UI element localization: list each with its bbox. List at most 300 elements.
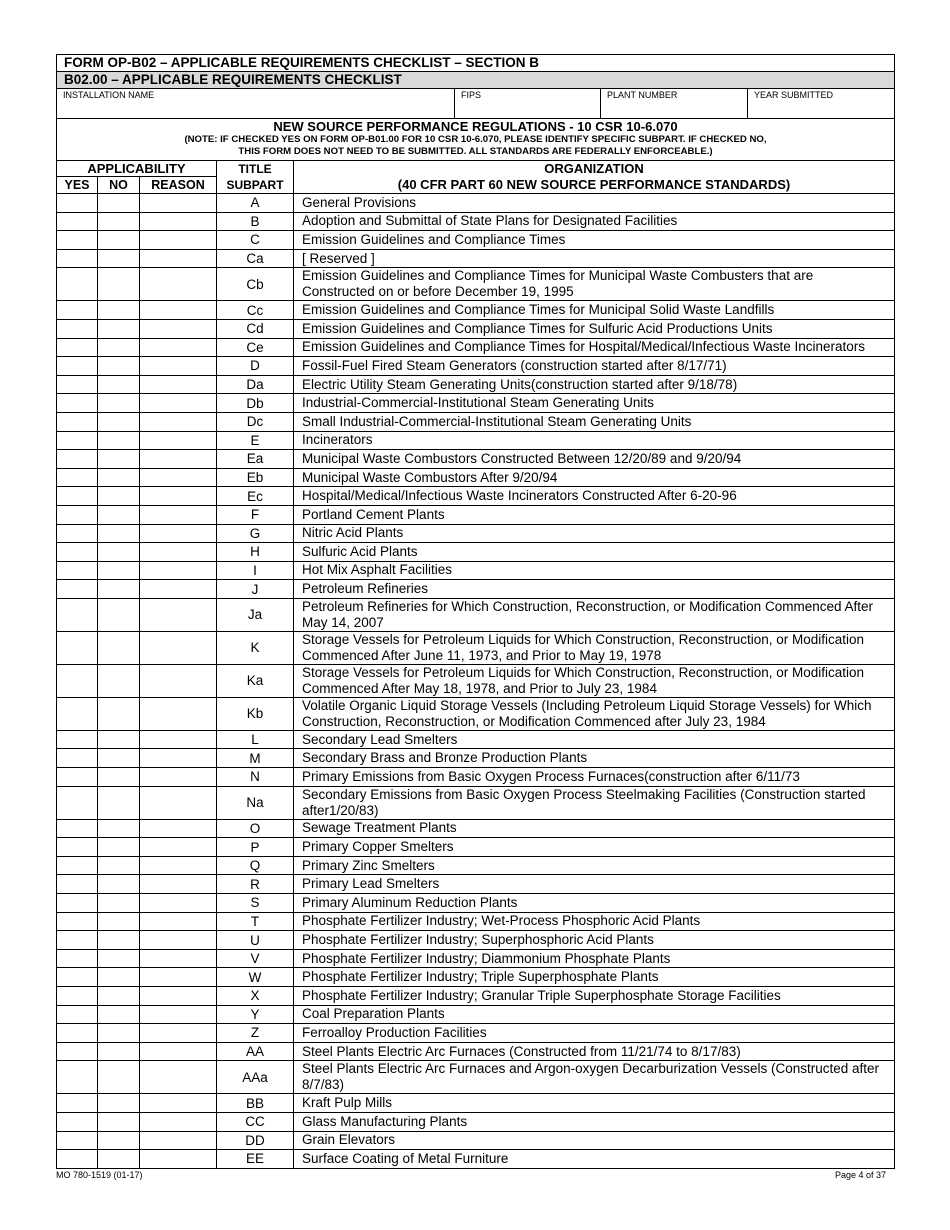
subpart-code: E xyxy=(217,431,294,450)
no-cell[interactable] xyxy=(98,450,140,469)
reason-header: REASON xyxy=(140,177,217,194)
yes-cell[interactable] xyxy=(57,249,98,268)
subpart-code: H xyxy=(217,543,294,562)
reason-cell[interactable] xyxy=(140,819,217,838)
subpart-description: Primary Lead Smelters xyxy=(294,875,895,894)
subpart-description: Emission Guidelines and Compliance Times xyxy=(294,231,895,250)
yes-cell[interactable] xyxy=(57,1094,98,1113)
subpart-code: D xyxy=(217,357,294,376)
table-row xyxy=(57,912,895,931)
subpart-code: M xyxy=(217,749,294,768)
subpart-description: Phosphate Fertilizer Industry; Diammonium Phosphate Plants xyxy=(294,949,895,968)
table-row xyxy=(57,631,895,664)
no-cell[interactable] xyxy=(98,319,140,338)
yes-cell[interactable] xyxy=(57,819,98,838)
yes-cell[interactable] xyxy=(57,431,98,450)
subpart-code: S xyxy=(217,894,294,913)
subpart-code: CC xyxy=(217,1112,294,1131)
table-row xyxy=(57,394,895,413)
subpart-code: R xyxy=(217,875,294,894)
subpart-code: V xyxy=(217,949,294,968)
yes-cell[interactable] xyxy=(57,912,98,931)
organization-header-line2: (40 CFR PART 60 NEW SOURCE PERFORMANCE STANDARDS) xyxy=(397,177,791,192)
table-row xyxy=(57,357,895,376)
no-cell[interactable] xyxy=(98,968,140,987)
table-row xyxy=(57,1061,895,1094)
reason-cell[interactable] xyxy=(140,1024,217,1043)
table-row xyxy=(57,786,895,819)
reason-cell[interactable] xyxy=(140,749,217,768)
subpart-code: Ja xyxy=(217,598,294,631)
reason-cell[interactable] xyxy=(140,631,217,664)
no-cell[interactable] xyxy=(98,268,140,301)
table-row xyxy=(57,301,895,320)
reason-cell[interactable] xyxy=(140,875,217,894)
yes-cell[interactable] xyxy=(57,968,98,987)
applicability-header: APPLICABILITY xyxy=(57,161,217,177)
yes-cell[interactable] xyxy=(57,450,98,469)
no-cell[interactable] xyxy=(98,249,140,268)
subpart-description: Surface Coating of Metal Furniture xyxy=(294,1150,895,1169)
reason-cell[interactable] xyxy=(140,838,217,857)
yes-cell[interactable] xyxy=(57,749,98,768)
no-cell[interactable] xyxy=(98,838,140,857)
table-row xyxy=(57,524,895,543)
reason-cell[interactable] xyxy=(140,730,217,749)
year-submitted-field[interactable] xyxy=(748,89,895,119)
table-row xyxy=(57,505,895,524)
subpart-code: Cc xyxy=(217,301,294,320)
table-row xyxy=(57,268,895,301)
subpart-code: Ce xyxy=(217,338,294,357)
subpart-description: General Provisions xyxy=(294,194,895,213)
no-cell[interactable] xyxy=(98,394,140,413)
page-number: Page 4 of 37 xyxy=(834,1170,886,1180)
reason-cell[interactable] xyxy=(140,1131,217,1150)
subpart-code: EE xyxy=(217,1150,294,1169)
reason-cell[interactable] xyxy=(140,949,217,968)
subpart-description: Phosphate Fertilizer Industry; Granular Triple Superphosphate Storage Facilities xyxy=(294,987,895,1006)
reason-cell[interactable] xyxy=(140,598,217,631)
yes-cell[interactable] xyxy=(57,375,98,394)
form-page xyxy=(56,54,894,1169)
subpart-description: Primary Aluminum Reduction Plants xyxy=(294,894,895,913)
organization-header-line1: ORGANIZATION xyxy=(544,161,644,176)
subpart-code: Q xyxy=(217,856,294,875)
subpart-description: Coal Preparation Plants xyxy=(294,1005,895,1024)
subpart-code: Cd xyxy=(217,319,294,338)
subpart-code: L xyxy=(217,730,294,749)
subpart-code: F xyxy=(217,505,294,524)
reason-cell[interactable] xyxy=(140,987,217,1006)
reason-cell[interactable] xyxy=(140,431,217,450)
subpart-code: U xyxy=(217,931,294,950)
subpart-code: Na xyxy=(217,786,294,819)
table-row xyxy=(57,1150,895,1169)
subpart-code: Eb xyxy=(217,468,294,487)
subpart-code: G xyxy=(217,524,294,543)
reason-cell[interactable] xyxy=(140,212,217,231)
section-title: B02.00 – APPLICABLE REQUIREMENTS CHECKLIST xyxy=(57,72,895,89)
yes-cell[interactable] xyxy=(57,338,98,357)
yes-cell[interactable] xyxy=(57,231,98,250)
plant-number-field[interactable] xyxy=(601,89,748,119)
no-cell[interactable] xyxy=(98,1005,140,1024)
reason-cell[interactable] xyxy=(140,580,217,599)
no-cell[interactable] xyxy=(98,194,140,213)
yes-cell[interactable] xyxy=(57,1112,98,1131)
subpart-code: T xyxy=(217,912,294,931)
no-cell[interactable] xyxy=(98,468,140,487)
table-row xyxy=(57,431,895,450)
subpart-description: Grain Elevators xyxy=(294,1131,895,1150)
yes-cell[interactable] xyxy=(57,894,98,913)
no-cell[interactable] xyxy=(98,431,140,450)
table-row xyxy=(57,875,895,894)
subpart-code: B xyxy=(217,212,294,231)
no-cell[interactable] xyxy=(98,375,140,394)
nsps-note-line1: (NOTE: IF CHECKED YES ON FORM OP-B01.00 FOR 10 CSR 10-6.070, PLEASE IDENTIFY SPECIFIC SUBPART. IF CHECKED NO, xyxy=(184,134,767,145)
no-cell[interactable] xyxy=(98,987,140,1006)
reason-cell[interactable] xyxy=(140,697,217,730)
reason-cell[interactable] xyxy=(140,1112,217,1131)
table-row xyxy=(57,319,895,338)
subpart-rows xyxy=(57,194,895,1169)
subpart-code: Ka xyxy=(217,664,294,697)
table-row xyxy=(57,819,895,838)
reason-cell[interactable] xyxy=(140,412,217,431)
subpart-description: Secondary Lead Smelters xyxy=(294,730,895,749)
no-cell[interactable] xyxy=(98,912,140,931)
table-row xyxy=(57,468,895,487)
subpart-description: Primary Emissions from Basic Oxygen Process Furnaces(construction after 6/11/73 xyxy=(294,768,895,787)
subpart-description: Sewage Treatment Plants xyxy=(294,819,895,838)
yes-cell[interactable] xyxy=(57,301,98,320)
yes-cell[interactable] xyxy=(57,949,98,968)
subpart-description: Primary Copper Smelters xyxy=(294,838,895,857)
nsps-checklist-table xyxy=(56,118,895,1169)
yes-cell[interactable] xyxy=(57,631,98,664)
yes-cell[interactable] xyxy=(57,394,98,413)
no-cell[interactable] xyxy=(98,631,140,664)
yes-cell[interactable] xyxy=(57,468,98,487)
yes-cell[interactable] xyxy=(57,487,98,506)
no-cell[interactable] xyxy=(98,1061,140,1094)
title-header-line2: SUBPART xyxy=(226,178,284,192)
subpart-description: Adoption and Submittal of State Plans for Designated Facilities xyxy=(294,212,895,231)
yes-cell[interactable] xyxy=(57,786,98,819)
no-cell[interactable] xyxy=(98,856,140,875)
no-cell[interactable] xyxy=(98,301,140,320)
yes-cell[interactable] xyxy=(57,580,98,599)
no-cell[interactable] xyxy=(98,664,140,697)
yes-cell[interactable] xyxy=(57,1024,98,1043)
no-cell[interactable] xyxy=(98,212,140,231)
subpart-code: AAa xyxy=(217,1061,294,1094)
table-row xyxy=(57,987,895,1006)
no-cell[interactable] xyxy=(98,749,140,768)
subpart-description: Sulfuric Acid Plants xyxy=(294,543,895,562)
reason-cell[interactable] xyxy=(140,931,217,950)
subpart-description: Emission Guidelines and Compliance Times for Hospital/Medical/Infectious Waste Incinerators xyxy=(294,338,895,357)
subpart-description: Secondary Brass and Bronze Production Plants xyxy=(294,749,895,768)
no-cell[interactable] xyxy=(98,580,140,599)
subpart-description: Portland Cement Plants xyxy=(294,505,895,524)
subpart-description: Municipal Waste Combustors Constructed Between 12/20/89 and 9/20/94 xyxy=(294,450,895,469)
subpart-description: Petroleum Refineries for Which Construction, Reconstruction, or Modification Commenced After May 14, 2007 xyxy=(294,598,895,631)
no-cell[interactable] xyxy=(98,357,140,376)
table-row xyxy=(57,968,895,987)
reason-cell[interactable] xyxy=(140,1061,217,1094)
table-row xyxy=(57,338,895,357)
no-cell[interactable] xyxy=(98,412,140,431)
reason-cell[interactable] xyxy=(140,194,217,213)
subpart-code: Da xyxy=(217,375,294,394)
subpart-description: Phosphate Fertilizer Industry; Wet-Process Phosphoric Acid Plants xyxy=(294,912,895,931)
table-row xyxy=(57,212,895,231)
table-row xyxy=(57,231,895,250)
reason-cell[interactable] xyxy=(140,319,217,338)
subpart-description: Industrial-Commercial-Institutional Steam Generating Units xyxy=(294,394,895,413)
no-cell[interactable] xyxy=(98,487,140,506)
subpart-description: Kraft Pulp Mills xyxy=(294,1094,895,1113)
table-row xyxy=(57,1094,895,1113)
reason-cell[interactable] xyxy=(140,394,217,413)
reason-cell[interactable] xyxy=(140,301,217,320)
no-header: NO xyxy=(98,177,140,194)
subpart-code: X xyxy=(217,987,294,1006)
subpart-description: Emission Guidelines and Compliance Times for Municipal Waste Combusters that are Constructed on or before December 19, 1995 xyxy=(294,268,895,301)
yes-cell[interactable] xyxy=(57,1061,98,1094)
table-row xyxy=(57,1005,895,1024)
reason-cell[interactable] xyxy=(140,357,217,376)
subpart-description: Volatile Organic Liquid Storage Vessels (Including Petroleum Liquid Storage Vessels) for Which Construction, Reconstruction, or Modification Commenced after July 23, 1984 xyxy=(294,697,895,730)
reason-cell[interactable] xyxy=(140,543,217,562)
subpart-code: P xyxy=(217,838,294,857)
table-row xyxy=(57,450,895,469)
reason-cell[interactable] xyxy=(140,561,217,580)
table-row xyxy=(57,856,895,875)
no-cell[interactable] xyxy=(98,1131,140,1150)
subpart-description: Fossil-Fuel Fired Steam Generators (construction started after 8/17/71) xyxy=(294,357,895,376)
no-cell[interactable] xyxy=(98,697,140,730)
no-cell[interactable] xyxy=(98,598,140,631)
table-row xyxy=(57,931,895,950)
subpart-code: Cb xyxy=(217,268,294,301)
subpart-description: Storage Vessels for Petroleum Liquids for Which Construction, Reconstruction, or Modification Commenced After May 18, 1978, and Prior to July 23, 1984 xyxy=(294,664,895,697)
no-cell[interactable] xyxy=(98,561,140,580)
reason-cell[interactable] xyxy=(140,856,217,875)
no-cell[interactable] xyxy=(98,505,140,524)
fips-field[interactable] xyxy=(455,89,601,119)
yes-cell[interactable] xyxy=(57,664,98,697)
no-cell[interactable] xyxy=(98,931,140,950)
yes-cell[interactable] xyxy=(57,1005,98,1024)
yes-cell[interactable] xyxy=(57,268,98,301)
reason-cell[interactable] xyxy=(140,524,217,543)
yes-cell[interactable] xyxy=(57,194,98,213)
year-submitted-label: YEAR SUBMITTED xyxy=(754,90,834,100)
form-header-table xyxy=(56,54,895,119)
no-cell[interactable] xyxy=(98,786,140,819)
no-cell[interactable] xyxy=(98,768,140,787)
fips-label: FIPS xyxy=(461,90,482,100)
reason-cell[interactable] xyxy=(140,505,217,524)
subpart-code: Kb xyxy=(217,697,294,730)
subpart-description: Municipal Waste Combustors After 9/20/94 xyxy=(294,468,895,487)
reason-cell[interactable] xyxy=(140,1094,217,1113)
no-cell[interactable] xyxy=(98,1112,140,1131)
reason-cell[interactable] xyxy=(140,268,217,301)
reason-cell[interactable] xyxy=(140,249,217,268)
subpart-description: Storage Vessels for Petroleum Liquids for Which Construction, Reconstruction, or Modification Commenced After June 11, 1973, and Prior to May 19, 1978 xyxy=(294,631,895,664)
reason-cell[interactable] xyxy=(140,894,217,913)
subpart-code: I xyxy=(217,561,294,580)
organization-header xyxy=(294,161,895,194)
no-cell[interactable] xyxy=(98,1150,140,1169)
reason-cell[interactable] xyxy=(140,1042,217,1061)
table-row xyxy=(57,561,895,580)
reason-cell[interactable] xyxy=(140,375,217,394)
no-cell[interactable] xyxy=(98,875,140,894)
yes-cell[interactable] xyxy=(57,987,98,1006)
nsps-heading xyxy=(57,119,895,161)
yes-cell[interactable] xyxy=(57,598,98,631)
reason-cell[interactable] xyxy=(140,768,217,787)
table-row xyxy=(57,664,895,697)
yes-cell[interactable] xyxy=(57,697,98,730)
yes-cell[interactable] xyxy=(57,1131,98,1150)
subpart-code: N xyxy=(217,768,294,787)
no-cell[interactable] xyxy=(98,894,140,913)
reason-cell[interactable] xyxy=(140,968,217,987)
table-row xyxy=(57,949,895,968)
subpart-description: [ Reserved ] xyxy=(294,249,895,268)
yes-cell[interactable] xyxy=(57,856,98,875)
yes-cell[interactable] xyxy=(57,412,98,431)
no-cell[interactable] xyxy=(98,524,140,543)
yes-header: YES xyxy=(57,177,98,194)
subpart-code: Ca xyxy=(217,249,294,268)
subpart-description: Petroleum Refineries xyxy=(294,580,895,599)
reason-cell[interactable] xyxy=(140,664,217,697)
subpart-code: K xyxy=(217,631,294,664)
table-row xyxy=(57,838,895,857)
subpart-code: Ea xyxy=(217,450,294,469)
yes-cell[interactable] xyxy=(57,931,98,950)
reason-cell[interactable] xyxy=(140,1150,217,1169)
yes-cell[interactable] xyxy=(57,768,98,787)
nsps-title: NEW SOURCE PERFORMANCE REGULATIONS - 10 CSR 10-6.070 xyxy=(273,119,678,134)
reason-cell[interactable] xyxy=(140,487,217,506)
subpart-code: Dc xyxy=(217,412,294,431)
subpart-code: Z xyxy=(217,1024,294,1043)
no-cell[interactable] xyxy=(98,1042,140,1061)
table-row xyxy=(57,894,895,913)
table-row xyxy=(57,1024,895,1043)
subpart-description: Hot Mix Asphalt Facilities xyxy=(294,561,895,580)
no-cell[interactable] xyxy=(98,819,140,838)
installation-name-field[interactable] xyxy=(57,89,455,119)
subpart-description: Glass Manufacturing Plants xyxy=(294,1112,895,1131)
installation-name-label: INSTALLATION NAME xyxy=(63,90,155,100)
table-row xyxy=(57,697,895,730)
no-cell[interactable] xyxy=(98,949,140,968)
subpart-description: Steel Plants Electric Arc Furnaces and Argon-oxygen Decarburization Vessels (Constructed after 8/7/83) xyxy=(294,1061,895,1094)
table-row xyxy=(57,598,895,631)
yes-cell[interactable] xyxy=(57,212,98,231)
subpart-code: C xyxy=(217,231,294,250)
no-cell[interactable] xyxy=(98,543,140,562)
subpart-description: Nitric Acid Plants xyxy=(294,524,895,543)
subpart-description: Emission Guidelines and Compliance Times for Sulfuric Acid Productions Units xyxy=(294,319,895,338)
subpart-description: Hospital/Medical/Infectious Waste Incinerators Constructed After 6-20-96 xyxy=(294,487,895,506)
reason-cell[interactable] xyxy=(140,231,217,250)
table-row xyxy=(57,249,895,268)
table-row xyxy=(57,580,895,599)
subpart-code: BB xyxy=(217,1094,294,1113)
no-cell[interactable] xyxy=(98,1024,140,1043)
subpart-code: DD xyxy=(217,1131,294,1150)
reason-cell[interactable] xyxy=(140,912,217,931)
form-number: MO 780-1519 (01-17) xyxy=(56,1170,143,1180)
title-subpart-header xyxy=(217,161,294,194)
yes-cell[interactable] xyxy=(57,1150,98,1169)
yes-cell[interactable] xyxy=(57,357,98,376)
reason-cell[interactable] xyxy=(140,786,217,819)
subpart-code: J xyxy=(217,580,294,599)
yes-cell[interactable] xyxy=(57,838,98,857)
yes-cell[interactable] xyxy=(57,543,98,562)
subpart-description: Incinerators xyxy=(294,431,895,450)
subpart-description: Electric Utility Steam Generating Units(construction started after 9/18/78) xyxy=(294,375,895,394)
yes-cell[interactable] xyxy=(57,1042,98,1061)
subpart-code: O xyxy=(217,819,294,838)
subpart-code: Db xyxy=(217,394,294,413)
no-cell[interactable] xyxy=(98,231,140,250)
yes-cell[interactable] xyxy=(57,730,98,749)
no-cell[interactable] xyxy=(98,338,140,357)
reason-cell[interactable] xyxy=(140,468,217,487)
subpart-code: A xyxy=(217,194,294,213)
reason-cell[interactable] xyxy=(140,450,217,469)
subpart-description: Emission Guidelines and Compliance Times for Municipal Solid Waste Landfills xyxy=(294,301,895,320)
table-row xyxy=(57,487,895,506)
subpart-description: Phosphate Fertilizer Industry; Superphosphoric Acid Plants xyxy=(294,931,895,950)
table-row xyxy=(57,375,895,394)
subpart-code: Ec xyxy=(217,487,294,506)
form-title: FORM OP-B02 – APPLICABLE REQUIREMENTS CHECKLIST – SECTION B xyxy=(57,55,895,72)
subpart-code: AA xyxy=(217,1042,294,1061)
table-row xyxy=(57,730,895,749)
plant-number-label: PLANT NUMBER xyxy=(607,90,678,100)
no-cell[interactable] xyxy=(98,1094,140,1113)
yes-cell[interactable] xyxy=(57,875,98,894)
subpart-description: Phosphate Fertilizer Industry; Triple Superphosphate Plants xyxy=(294,968,895,987)
subpart-description: Small Industrial-Commercial-Institutional Steam Generating Units xyxy=(294,412,895,431)
no-cell[interactable] xyxy=(98,730,140,749)
yes-cell[interactable] xyxy=(57,319,98,338)
table-row xyxy=(57,749,895,768)
reason-cell[interactable] xyxy=(140,338,217,357)
yes-cell[interactable] xyxy=(57,524,98,543)
table-row xyxy=(57,543,895,562)
subpart-code: Y xyxy=(217,1005,294,1024)
yes-cell[interactable] xyxy=(57,505,98,524)
table-row xyxy=(57,768,895,787)
reason-cell[interactable] xyxy=(140,1005,217,1024)
yes-cell[interactable] xyxy=(57,561,98,580)
